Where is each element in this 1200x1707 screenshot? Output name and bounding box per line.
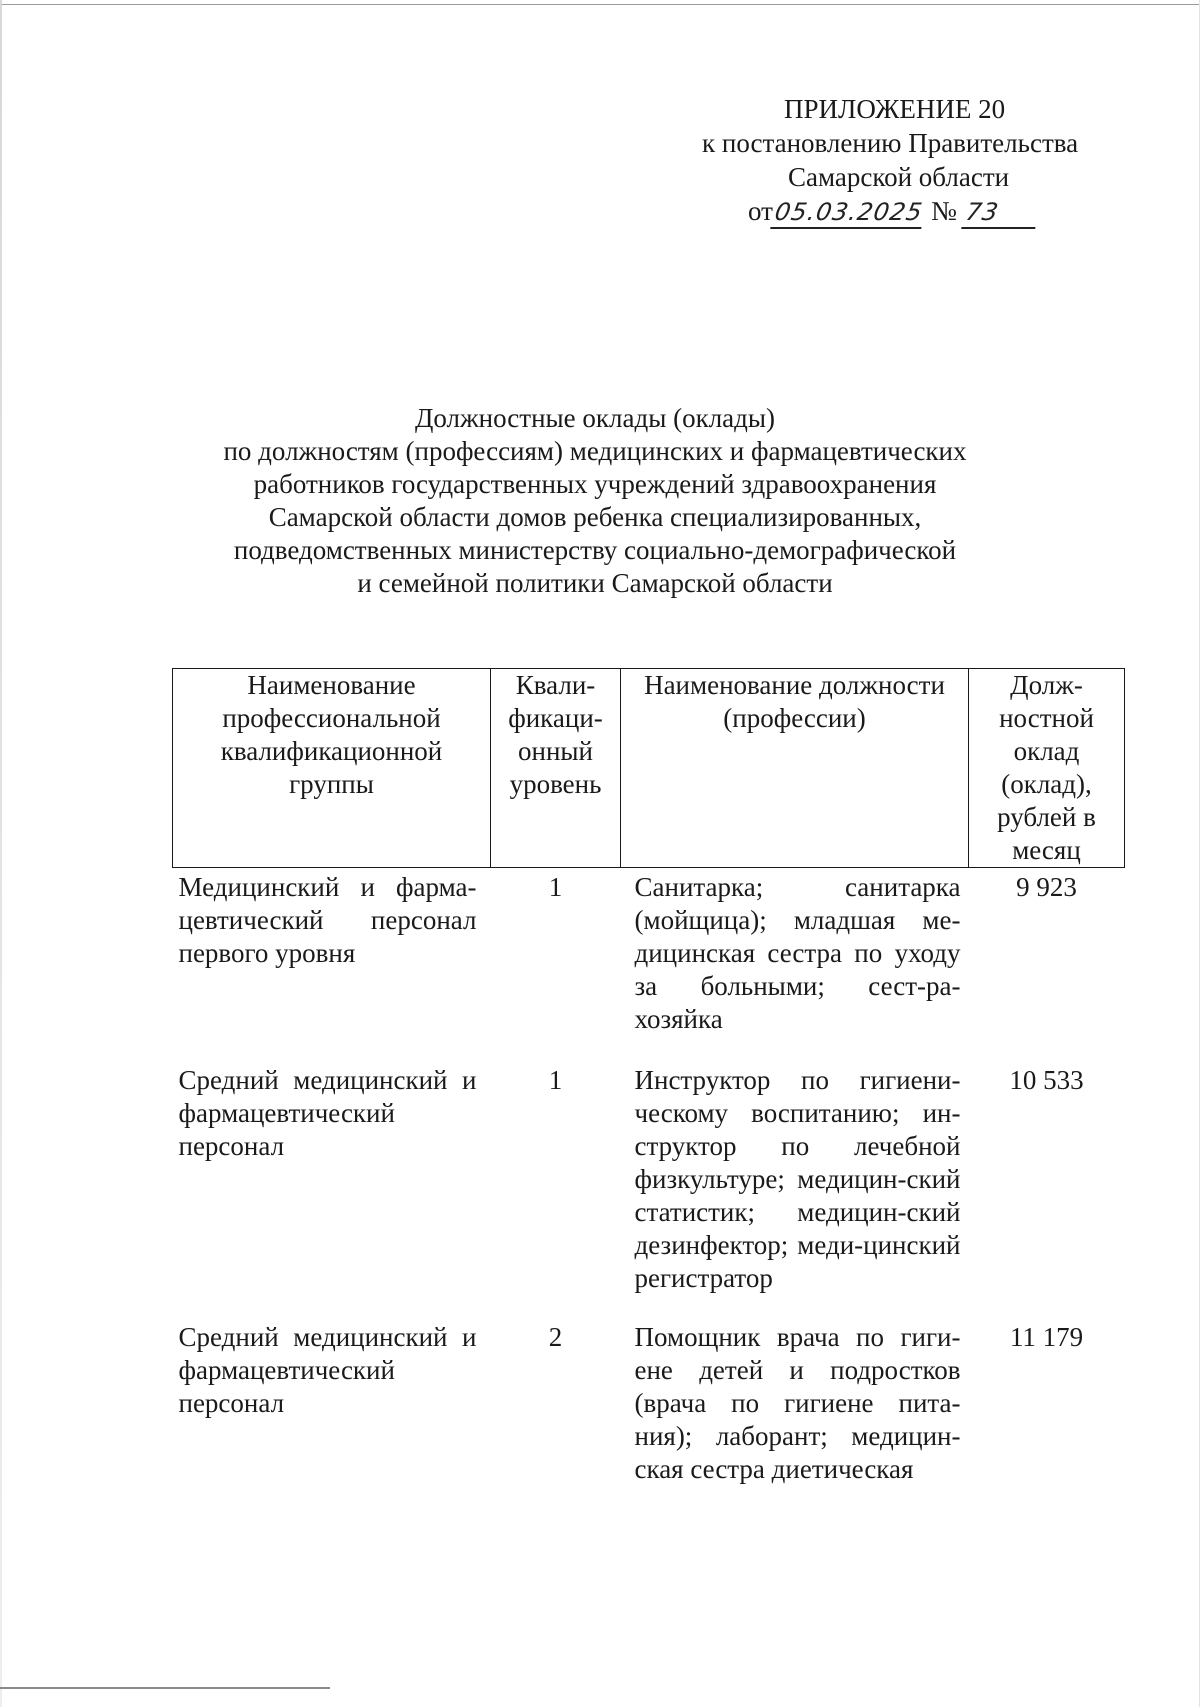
column-header-salary <box>969 669 1125 868</box>
table-row <box>173 868 1125 1062</box>
column-header-label: Наименование должности (профессии) <box>644 670 945 733</box>
handwritten-date: 05.03.2025 <box>770 197 927 229</box>
salary-cell: 10 533 <box>1009 1065 1084 1095</box>
scan-edge-line-bottom <box>0 1687 330 1689</box>
region-name: Самарской области <box>788 162 1010 192</box>
column-header-label: Наименование профессиональной квалификационной группы <box>220 670 443 799</box>
qualification-level-cell: 2 <box>548 1322 563 1352</box>
column-header-group <box>173 669 491 868</box>
qualification-group-cell: Медицинский и фарма-цевтический персонал первого уровня <box>178 872 477 968</box>
position-name-cell: Инструктор по гигиени-ческому воспитанию; ин-структор по лечебной физкультуре; медицин-ский статистик; медицин-ский дезинфектор; меди-цинский регистратор <box>634 1065 961 1293</box>
qualification-level-cell: 1 <box>548 1065 563 1095</box>
appendix-label: ПРИЛОЖЕНИЕ 20 <box>784 94 1006 124</box>
salary-cell: 9 923 <box>1016 872 1077 902</box>
number-prefix: № <box>931 196 957 226</box>
position-name-cell: Помощник врача по гиги-ене детей и подростков (врача по гигиене пита-ния); лаборант; медицин-ская сестра диетическая <box>634 1322 961 1484</box>
title-line: Должностные оклады (оклады) <box>414 403 776 433</box>
title-line: и семейной политики Самарской области <box>357 568 833 598</box>
column-header-level <box>491 669 621 868</box>
column-header-label: Долж-ностной оклад (оклад), рублей в месяц <box>997 670 1096 865</box>
title-line: по должностям (профессиям) медицинских и фармацевтических <box>223 436 967 466</box>
table-row <box>173 1318 1125 1486</box>
title-line: Самарской области домов ребенка специализированных, <box>268 502 922 532</box>
date-prefix: от <box>748 196 773 226</box>
title-line: работников государственных учреждений здравоохранения <box>253 469 937 499</box>
handwritten-number: 73 <box>961 197 1041 229</box>
title-line: подведомственных министерству социально-демографической <box>233 535 957 565</box>
appendix-header <box>660 92 1140 229</box>
resolution-reference: к постановлению Правительства <box>702 128 1079 158</box>
column-header-label: Квали-фикаци-онный уровень <box>508 670 603 799</box>
scan-edge-left <box>0 0 2 1707</box>
document-title <box>150 402 1040 600</box>
salary-cell: 11 179 <box>1009 1322 1084 1352</box>
salary-table <box>172 668 1125 1486</box>
qualification-level-cell: 1 <box>548 872 563 902</box>
qualification-group-cell: Средний медицинский и фармацевтический персонал <box>178 1065 477 1161</box>
resolution-date-row <box>660 194 1140 229</box>
scan-edge-line-top <box>0 4 1200 5</box>
qualification-group-cell: Средний медицинский и фармацевтический персонал <box>178 1322 477 1418</box>
position-name-cell: Санитарка; санитарка (мойщица); младшая ме-дицинская сестра по уходу за больными; сест-ра-хозяйка <box>634 872 961 1034</box>
table-header-row <box>173 669 1125 868</box>
salary-table-container <box>172 668 1124 1486</box>
table-row <box>173 1061 1125 1318</box>
column-header-position <box>621 669 969 868</box>
